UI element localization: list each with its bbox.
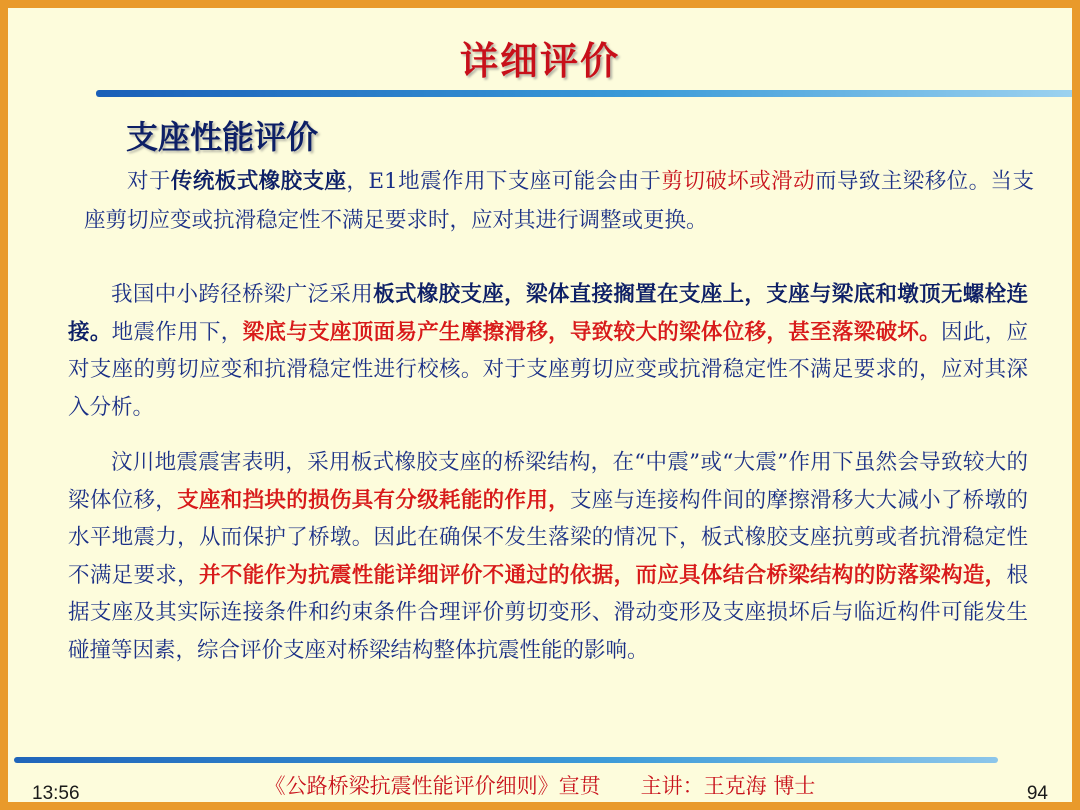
para2-run: 地震作用下， <box>111 319 243 345</box>
title-divider <box>96 90 1080 97</box>
paragraph-1 <box>84 163 1034 240</box>
footer-time: 13:56 <box>32 783 80 804</box>
para1-run-bold: 传统板式橡胶支座 <box>170 169 347 194</box>
para1-run: ，E1地震作用下支座可能会由于 <box>346 169 662 194</box>
para2-run-red-bold: 梁底与支座顶面易产生摩擦滑移，导致较大的梁体位移，甚至落梁破坏。 <box>242 319 941 345</box>
para3-run: 支座与连接构件间的摩擦滑移大大减小了桥墩的水平地震力，从而保护了桥墩。因此在确保不发生落梁的情况下，板式橡胶支座抗剪或者抗滑稳定性不满足要求， <box>68 487 1028 588</box>
para3-run-red-bold: 支座和挡块的损伤具有分级耗能的作用， <box>177 487 570 513</box>
para2-run-bold: 板式橡胶支座，梁体直接搁置在支座上，支座与梁底和墩顶无螺栓连接。 <box>68 282 1028 345</box>
paragraph-3 <box>68 444 1028 669</box>
paragraph-2 <box>68 276 1028 426</box>
slide-title: 详细评价 <box>459 39 620 83</box>
para3-run: 根据支座及其实际连接条件和约束条件合理评价剪切变形、滑动变形及支座损坏后与临近构件可能发生碰撞等因素，综合评价支座对桥梁结构整体抗震性能的影响。 <box>68 562 1028 663</box>
page-number: 94 <box>1026 783 1048 804</box>
para2-run: 因此，应对支座的剪切应变和抗滑稳定性进行校核。对于支座剪切应变或抗滑稳定性不满足要求的，应对其深入分析。 <box>68 319 1028 420</box>
para1-run: 对于 <box>127 169 171 194</box>
section-heading: 支座性能评价 <box>126 118 319 156</box>
para1-run: 而导致主梁移位。当支座剪切应变或抗滑稳定性不满足要求时，应对其进行调整或更换。 <box>84 169 1034 233</box>
para1-run-red: 剪切破坏或滑动 <box>661 169 816 194</box>
para3-run: 汶川地震震害表明，采用板式橡胶支座的桥梁结构，在“中震”或“大震”作用下虽然会导致较大的梁体位移， <box>68 450 1028 513</box>
para3-run-red-bold: 并不能作为抗震性能详细评价不通过的依据，而应具体结合桥梁结构的防落梁构造， <box>198 562 1007 588</box>
para2-run: 我国中小跨径桥梁广泛采用 <box>111 282 374 307</box>
footer-course-title: 《公路桥梁抗震性能评价细则》宣贯 主讲：王克海 博士 <box>264 774 816 798</box>
footer-divider <box>14 757 998 763</box>
